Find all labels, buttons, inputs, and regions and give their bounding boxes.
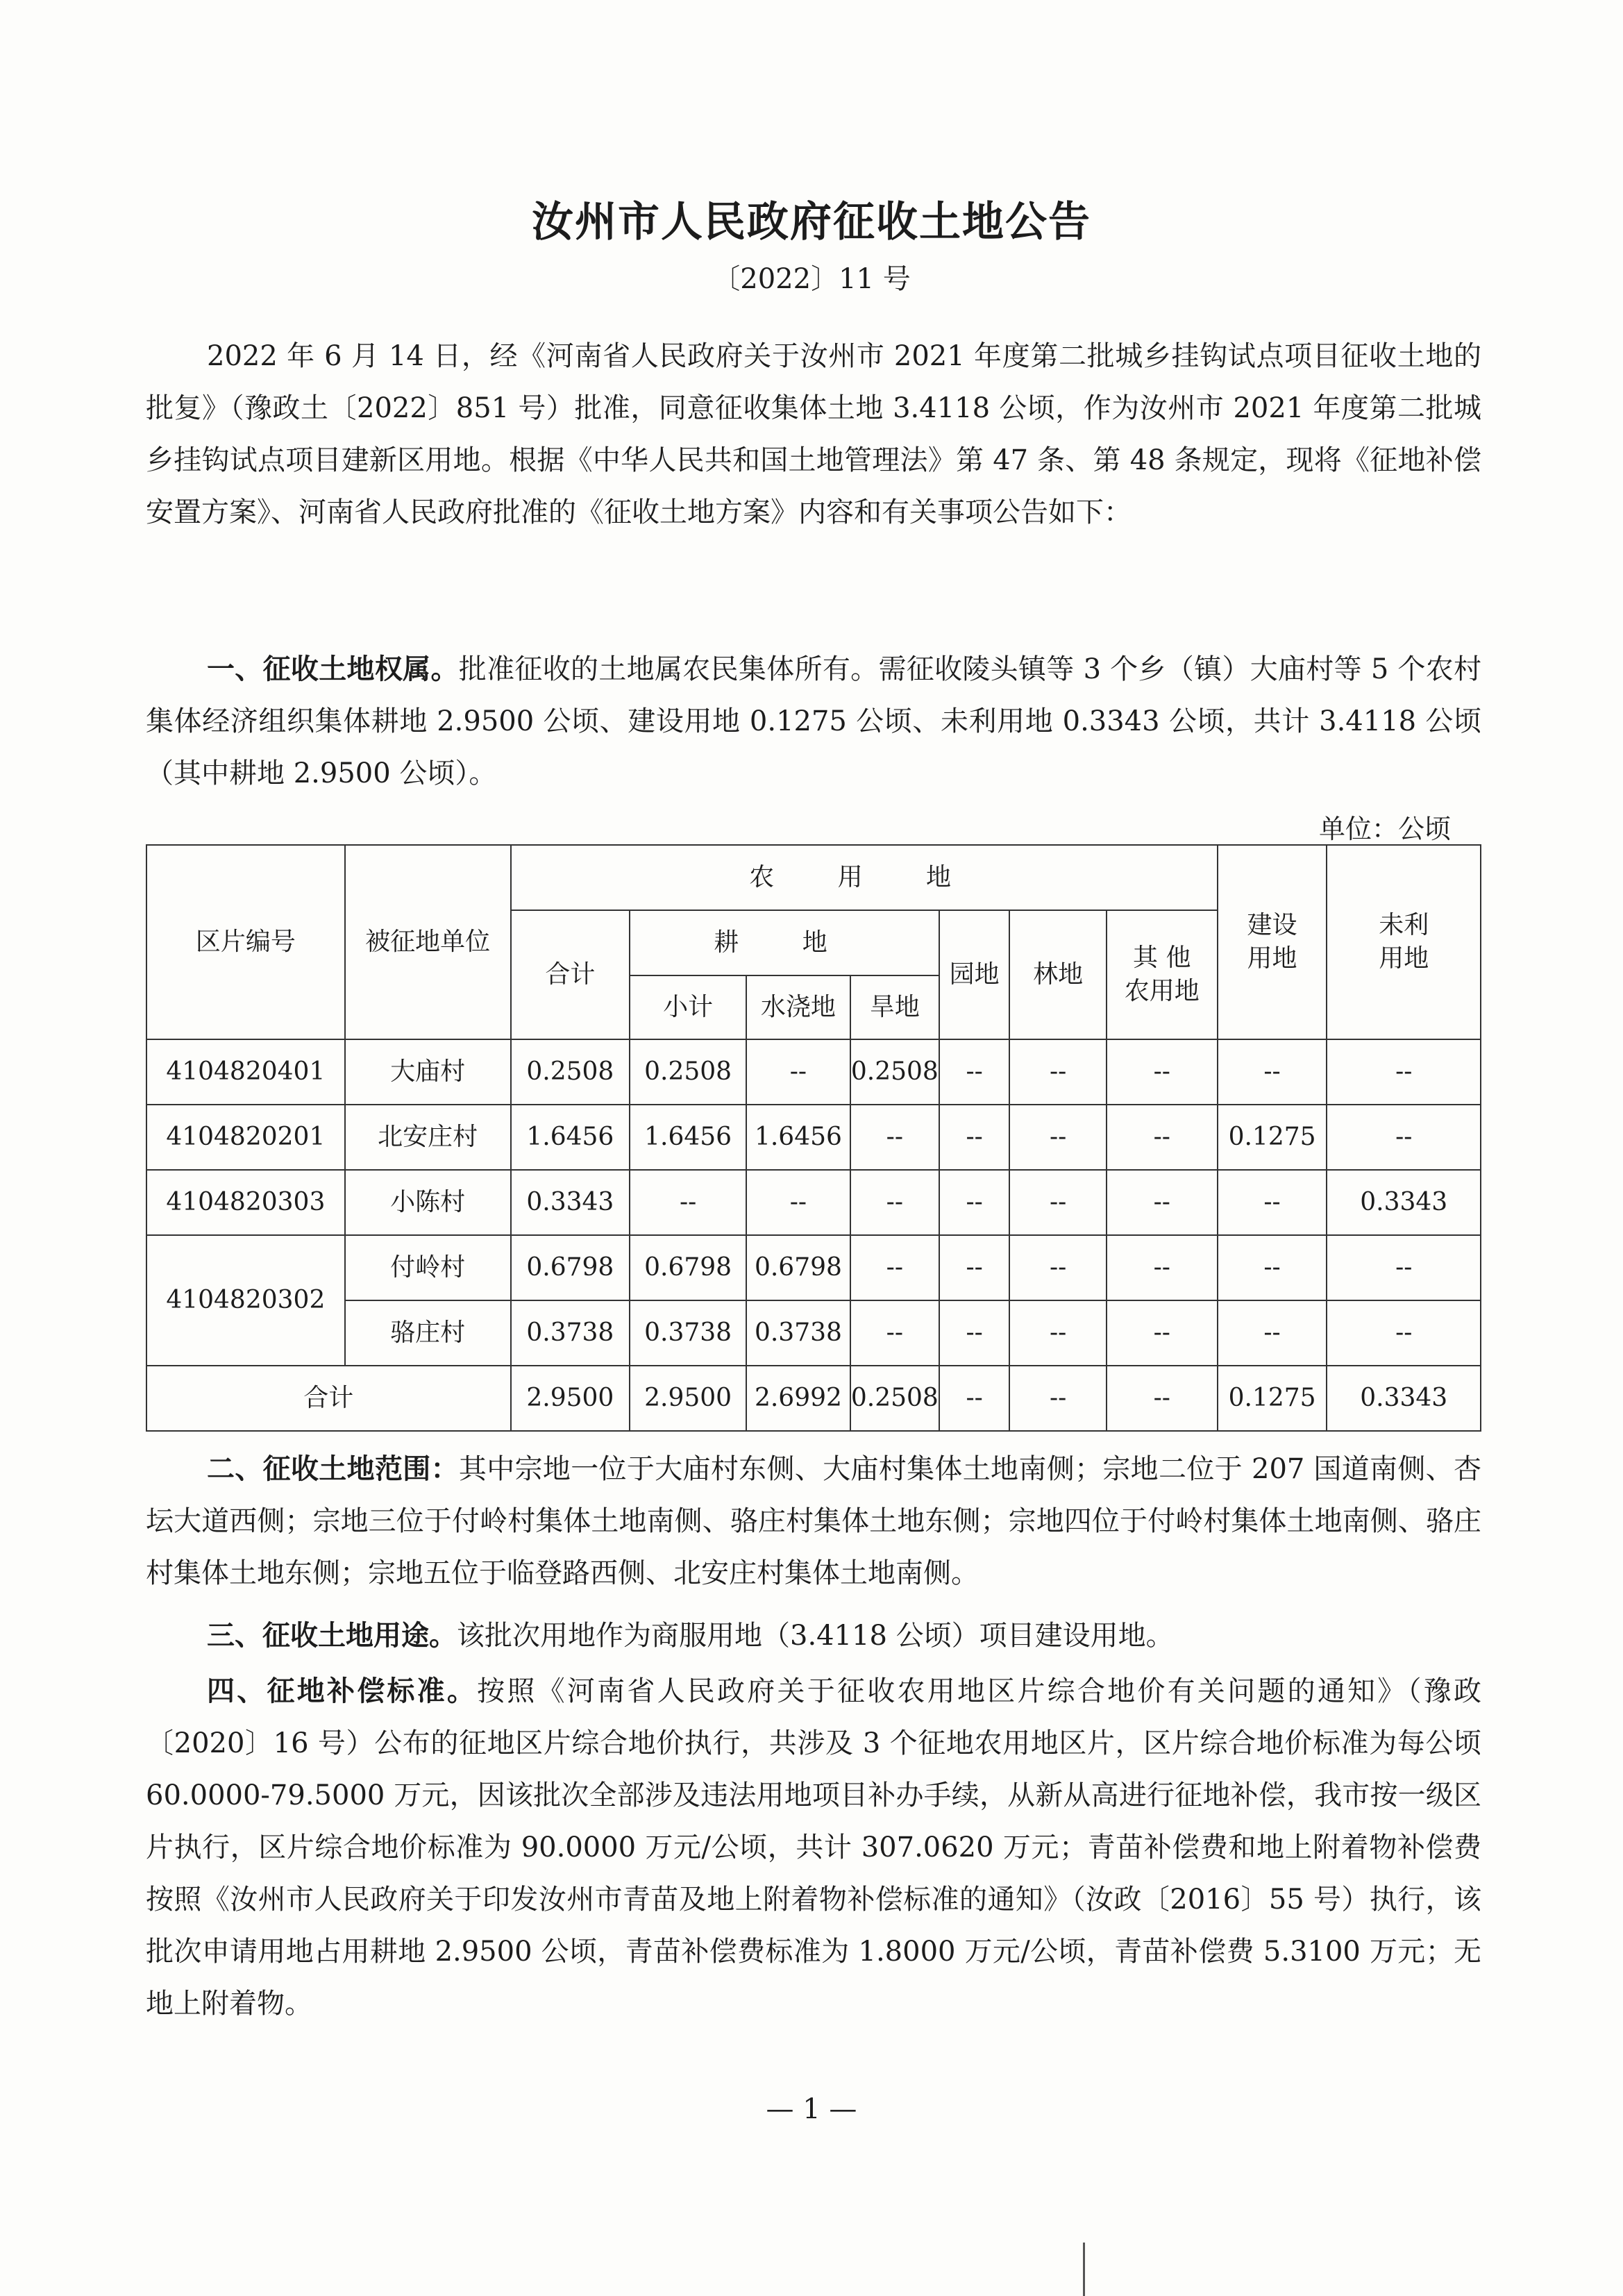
cell-sum-label: 合计 [146,1366,511,1431]
cell-unused: -- [1327,1105,1481,1170]
table-row [146,1300,1481,1366]
cell-construction: -- [1218,1235,1327,1300]
intro-paragraph: 2022 年 6 月 14 日，经《河南省人民政府关于汝州市 2021 年度第二批城乡挂钩试点项目征收土地的批复》（豫政土〔2022〕851 号）批准，同意征收集体土地 3.4118 公顷，作为汝州市 2021 年度第二批城乡挂钩试点项目建新区用地。根据《中华人民共和国土地管理法》第 47 条、第 48 条规定，现将《征地补偿安置方案》、河南省人民政府批准的《征收土地方案》内容和有关事项公告如下： [146,340,1481,528]
cell-construction: -- [1218,1039,1327,1105]
header-parcel: 区片编号 [146,845,345,1039]
cell-other: -- [1107,1300,1218,1366]
cell-forest: -- [1009,1366,1106,1431]
cell-garden: -- [939,1235,1010,1300]
section-4-text: 按照《河南省人民政府关于征收农用地区片综合地价有关问题的通知》（豫政〔2020〕16 号）公布的征地区片综合地价执行，共涉及 3 个征地农用地区片，区片综合地价标准为每公顷 60.0000-79.5000 万元，因该批次全部涉及违法用地项目补办手续，从新从高进行征地补偿，我市按一级区片执行，区片综合地价标准为 90.0000 万元/公顷，共计 307.0620 万元；青苗补偿费和地上附着物补偿费按照《汝州市人民政府关于印发汝州市青苗及地上附着物补偿标准的通知》（汝政〔2016〕55 号）执行，该批次申请用地占用耕地 2.9500 公顷，青苗补偿费标准为 1.8000 万元/公顷，青苗补偿费 5.3100 万元；无地上附着物。 [146,1675,1482,2020]
cell-forest: -- [1009,1105,1106,1170]
cell-other: -- [1107,1105,1218,1170]
cell-dry: 0.2508 [850,1039,939,1105]
table-total-row [146,1366,1481,1431]
cell-parcel: 4104820303 [146,1170,345,1235]
header-agricultural: 农 用 地 [511,845,1218,910]
cell-unit: 北安庄村 [345,1105,511,1170]
table-row [146,1235,1481,1300]
cell-parcel: 4104820302 [146,1235,345,1366]
header-unit: 被征地单位 [345,845,511,1039]
land-table [146,844,1481,1432]
cell-subtotal: 0.2508 [630,1039,746,1105]
section-1-text: 批准征收的土地属农民集体所有。需征收陵头镇等 3 个乡（镇）大庙村等 5 个农村集体经济组织集体耕地 2.9500 公顷、建设用地 0.1275 公顷、未利用地 0.3343 公顷，共计 3.4118 公顷（其中耕地 2.9500 公顷）。 [146,653,1482,789]
cell-total: 0.3343 [511,1170,630,1235]
cell-forest: -- [1009,1170,1106,1235]
header-unused: 未利 用地 [1327,845,1481,1039]
document-number: 〔2022〕11 号 [712,263,911,295]
page-title: 汝州市人民政府征收土地公告 [532,198,1091,246]
section-3-text: 该批次用地作为商服用地（3.4118 公顷）项目建设用地。 [457,1620,1174,1652]
section-1 [146,643,1481,800]
cell-total: 2.9500 [511,1366,630,1431]
cell-other: -- [1107,1170,1218,1235]
table-row [146,1039,1481,1105]
cell-construction: -- [1218,1300,1327,1366]
header-other-agri: 其 他 农用地 [1107,910,1218,1039]
cell-unused: 0.3343 [1327,1366,1481,1431]
cell-dry: -- [850,1170,939,1235]
header-construction: 建设 用地 [1218,845,1327,1039]
cell-subtotal: -- [630,1170,746,1235]
section-2-heading: 二、征收土地范围： [207,1452,459,1485]
cell-construction: 0.1275 [1218,1105,1327,1170]
cell-subtotal: 0.6798 [630,1235,746,1300]
cell-irrigated: -- [746,1039,850,1105]
header-garden: 园地 [939,910,1010,1039]
header-total: 合计 [511,910,630,1039]
header-dry: 旱地 [850,975,939,1039]
header-arable: 耕 地 [630,910,939,975]
cell-garden: -- [939,1105,1010,1170]
cell-forest: -- [1009,1300,1106,1366]
section-1-heading: 一、征收土地权属。 [207,653,459,685]
cell-subtotal: 0.3738 [630,1300,746,1366]
cell-total: 0.2508 [511,1039,630,1105]
cell-unused: -- [1327,1300,1481,1366]
header-forest: 林地 [1009,910,1106,1039]
cell-dry: -- [850,1300,939,1366]
cell-total: 0.6798 [511,1235,630,1300]
unit-label: 单位：公顷 [1318,814,1451,844]
cell-unit: 骆庄村 [345,1300,511,1366]
cell-irrigated: 1.6456 [746,1105,850,1170]
cell-other: -- [1107,1039,1218,1105]
cell-unused: -- [1327,1039,1481,1105]
cell-dry: -- [850,1105,939,1170]
cell-irrigated: -- [746,1170,850,1235]
cell-unit: 付岭村 [345,1235,511,1300]
section-2 [146,1443,1481,1600]
section-4 [146,1665,1481,2030]
cell-other: -- [1107,1366,1218,1431]
header-subtotal: 小计 [630,975,746,1039]
cell-irrigated: 0.3738 [746,1300,850,1366]
section-2-text: 其中宗地一位于大庙村东侧、大庙村集体土地南侧；宗地二位于 207 国道南侧、杏坛大道西侧；宗地三位于付岭村集体土地南侧、骆庄村集体土地东侧；宗地四位于付岭村集体土地南侧、骆庄村集体土地东侧；宗地五位于临登路西侧、北安庄村集体土地南侧。 [146,1453,1482,1589]
cell-garden: -- [939,1300,1010,1366]
section-3 [146,1609,1481,1662]
cell-unused: -- [1327,1235,1481,1300]
cell-dry: -- [850,1235,939,1300]
cell-garden: -- [939,1366,1010,1431]
cell-other: -- [1107,1235,1218,1300]
cell-dry: 0.2508 [850,1366,939,1431]
cell-construction: -- [1218,1170,1327,1235]
cell-construction: 0.1275 [1218,1366,1327,1431]
cell-irrigated: 0.6798 [746,1235,850,1300]
cell-parcel: 4104820401 [146,1039,345,1105]
section-4-heading: 四、征地补偿标准。 [207,1675,478,1707]
cell-irrigated: 2.6992 [746,1366,850,1431]
table-row [146,1170,1481,1235]
cell-unit: 大庙村 [345,1039,511,1105]
header-irrigated: 水浇地 [746,975,850,1039]
cell-total: 0.3738 [511,1300,630,1366]
cell-parcel: 4104820201 [146,1105,345,1170]
section-3-heading: 三、征收土地用途。 [207,1619,457,1652]
cell-subtotal: 2.9500 [630,1366,746,1431]
binding-mark [1083,2243,1085,2296]
cell-unused: 0.3343 [1327,1170,1481,1235]
cell-unit: 小陈村 [345,1170,511,1235]
page-number: — 1 — [766,2093,857,2125]
cell-subtotal: 1.6456 [630,1105,746,1170]
table-row [146,1105,1481,1170]
cell-total: 1.6456 [511,1105,630,1170]
cell-forest: -- [1009,1235,1106,1300]
cell-garden: -- [939,1170,1010,1235]
cell-garden: -- [939,1039,1010,1105]
cell-forest: -- [1009,1039,1106,1105]
